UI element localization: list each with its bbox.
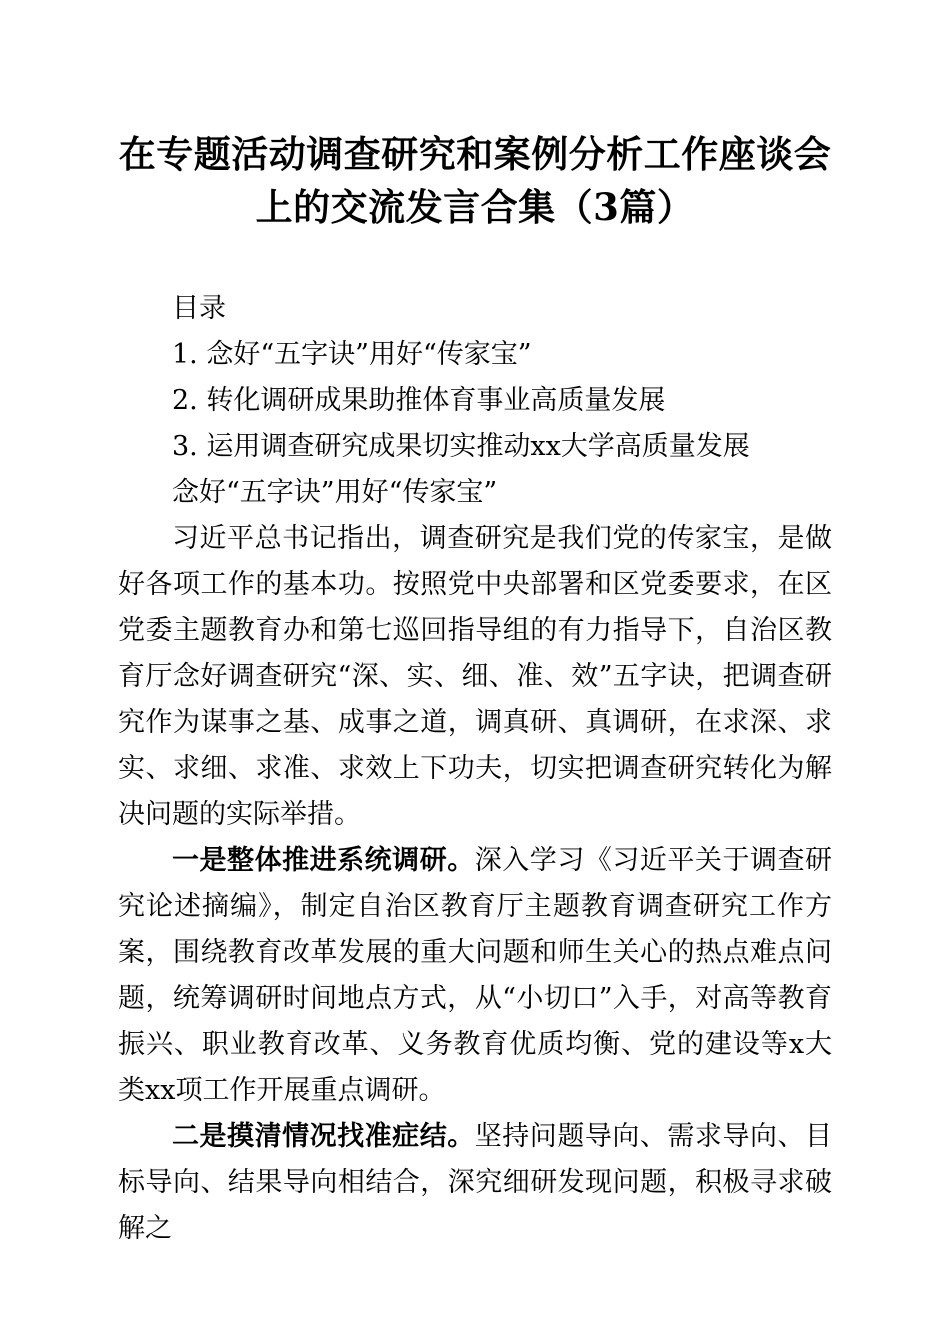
paragraph-text: 坚持问题导向、需求导向、目标导向、结果导向相结合，深究细研发现问题，积极寻求破解之 (118, 1121, 833, 1244)
paragraph (118, 516, 832, 838)
paragraph (118, 1114, 832, 1252)
toc-item-2: 2. 转化调研成果助推体育事业高质量发展 (172, 385, 666, 416)
page-title: 在专题活动调查研究和案例分析工作座谈会上的交流发言合集（3篇） (118, 132, 832, 229)
paragraph-text: 习近平总书记指出，调查研究是我们党的传家宝，是做好各项工作的基本功。按照党中央部署和区党委要求，在区党委主题教育办和第七巡回指导组的有力指导下，自治区教育厅念好调查研究“深、实、细、准、效”五字诀，把调查研究作为谋事之基、成事之道，调真研、真调研，在求深、求实、求细、求准、求效上下功夫，切实把调查研究转化为解决问题的实际举措。 (118, 523, 832, 830)
paragraph (118, 838, 832, 1114)
toc-item-1: 1. 念好“五字诀”用好“传家宝” (172, 339, 532, 370)
toc-heading: 目录 (172, 293, 226, 324)
paragraph-lead: 一是整体推进系统调研。 (172, 845, 475, 876)
paragraph-lead: 二是摸清情况找准症结。 (172, 1121, 475, 1152)
section-heading: 念好“五字诀”用好“传家宝” (172, 477, 498, 508)
toc-item-3: 3. 运用调查研究成果切实推动xx大学高质量发展 (172, 431, 750, 462)
paragraph-text: 深入学习《习近平关于调查研究论述摘编》，制定自治区教育厅主题教育调查研究工作方案，围绕教育改革发展的重大问题和师生关心的热点难点问题，统筹调研时间地点方式，从“小切口”入手，对高等教育振兴、职业教育改革、义务教育优质均衡、党的建设等x大类xx项工作开展重点调研。 (118, 845, 833, 1106)
